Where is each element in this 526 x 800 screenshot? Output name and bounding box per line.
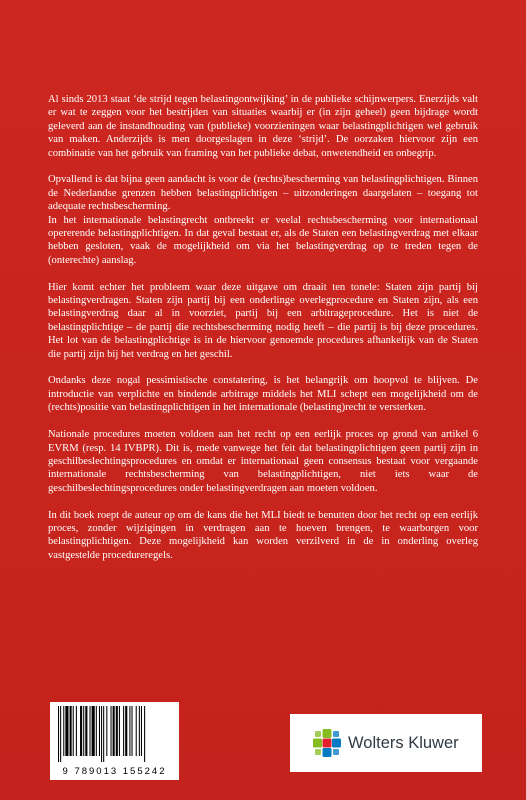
wolters-kluwer-logo-icon [312, 728, 342, 758]
paragraph-problem: Hier komt echter het probleem waar deze uitgave om draait ten tonele: Staten zijn partij bij belastingverdragen. Staten zijn partij bij een onderlinge overlegprocedure en Staten zijn, als een belastingverdrag daar al in voorziet, partij bij een arbitrageprocedure. Het is niet de belastingplichtige – de partij die rechtsbescherming nodig heeft – die partij is bij deze procedures. Het lot van de belastingplichtige is in de hiervoor genoemde procedures afhankelijk van de Staten die partij zijn bij het verdrag en het geschil. [48, 281, 478, 360]
paragraph-national-procedures: Nationale procedures moeten voldoen aan het recht op een eerlijk proces op grond van artikel 6 EVRM (resp. 14 IVBPR). Dit is, mede vanwege het feit dat belastingplichtigen geen partij zijn in geschilbeslechtingsprocedures en omdat er internationaal geen consensus bestaat voor vergaande internationale rechtsbescherming van belastingplichtigen, niet iets waar de geschilbeslechtingsprocedures onder belastingverdragen aan moeten voldoen. [48, 429, 478, 494]
blurb-text [48, 93, 478, 576]
paragraph-intro: Al sinds 2013 staat ‘de strijd tegen belastingontwijking’ in de publieke schijnwerpers. Enerzijds valt er wat te zeggen voor het bestrijden van situaties waarbij er (in zijn geheel) geen bijdrage wordt geleverd aan de instandhouding van (publieke) voorzieningen waar belastingplichtigen wel gebruik van maken. Anderzijds is men doorgeslagen in deze ‘strijd’. De oorzaken hiervoor zijn een combinatie van het gebruik van framing van het publieke debat, onwetendheid en onbegrip. [48, 94, 478, 159]
paragraph-legal-protection: Opvallend is dat bijna geen aandacht is voor de (rechts)bescherming van belastingplichtigen. Binnen de Nederlandse grenzen hebben belastingplichtigen – uitzonderingen daargelaten – toegang tot adequate rechtsbescherming. [48, 174, 478, 213]
isbn-number: 9 789013 155242 [62, 766, 167, 777]
isbn-barcode [50, 702, 179, 780]
publisher-name: Wolters Kluwer [348, 733, 459, 752]
paragraph-hope: Ondanks deze nogal pessimistische constatering, is het belangrijk om hoopvol te blijven. De introductie van verplichte en bindende arbitrage middels het MLI schept een mogelijkheid om de (rechts)positie van belastingplichtigen in het internationale (belasting)recht te versterken. [48, 375, 478, 414]
paragraph-international-law: In het internationale belastingrecht ontbreekt er veelal rechtsbescherming voor internationaal opererende belastingplichtigen. In dat geval bestaat er, als de Staten een belastingverdrag met elkaar hebben gesloten, vaak de mogelijkheid om via het belastingverdrag op te treden tegen de (onterechte) aanslag. [48, 214, 478, 266]
publisher-logo [290, 714, 482, 772]
barcode-bars-icon [56, 706, 173, 762]
paragraph-conclusion: In dit boek roept de auteur op om de kans die het MLI biedt te benutten door het recht op een eerlijk proces, zonder wijzigingen in verdragen aan te hoeven brengen, te waarborgen voor belastingplichtigen. Deze mogelijkheid kan worden verzilverd in de in onderling overleg vastgestelde procedureregels. [48, 509, 478, 561]
